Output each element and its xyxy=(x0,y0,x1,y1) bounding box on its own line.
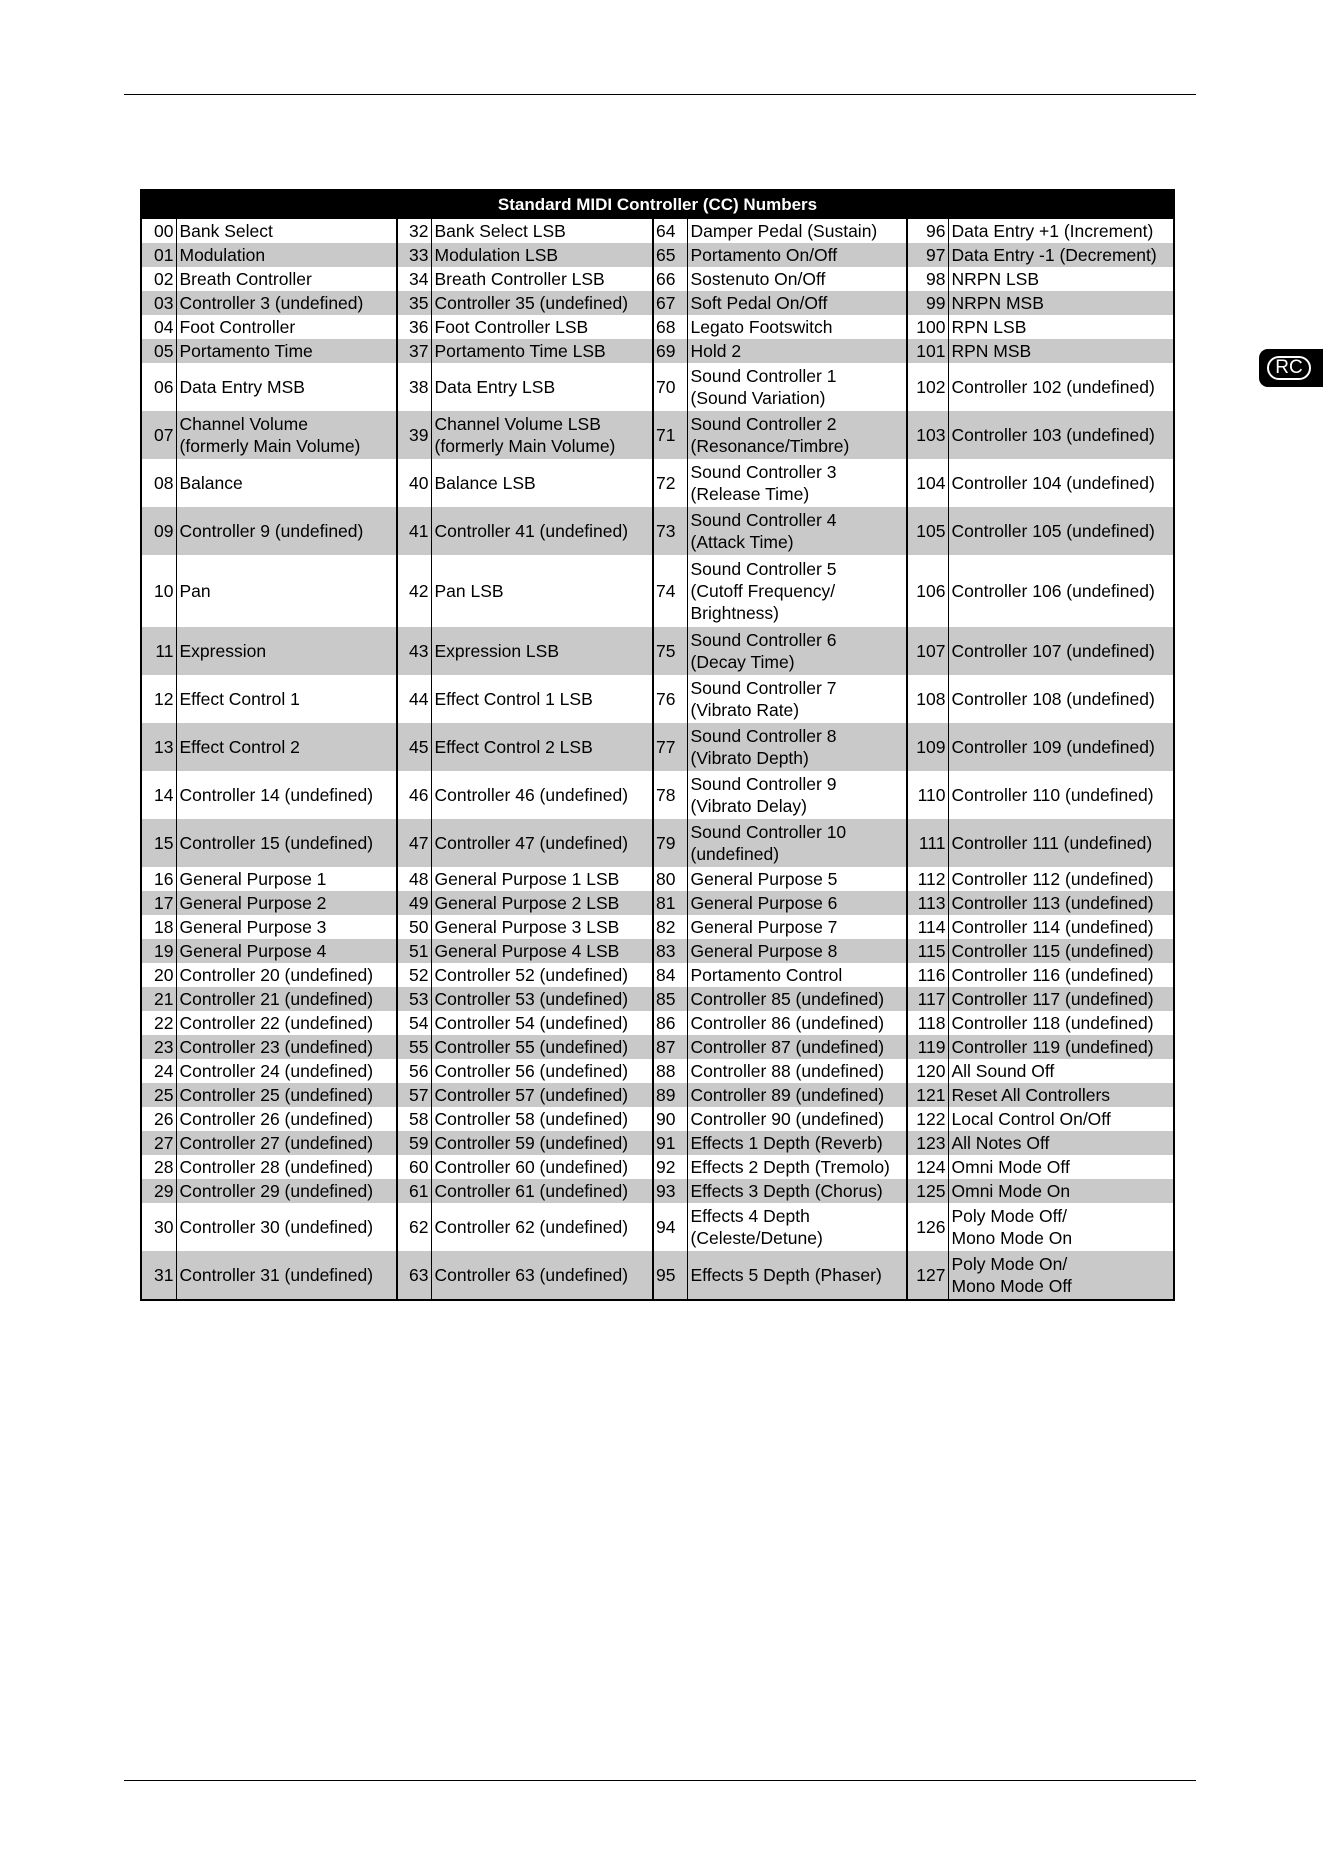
cc-number: 31 xyxy=(141,1251,176,1300)
cc-number: 97 xyxy=(907,243,948,267)
cc-number: 95 xyxy=(653,1251,687,1300)
cc-number: 69 xyxy=(653,339,687,363)
cc-number: 24 xyxy=(154,1061,174,1081)
cc-number: 98 xyxy=(907,267,948,291)
cc-number: 00 xyxy=(154,221,174,241)
cc-number: 108 xyxy=(907,675,948,723)
cc-name: Omni Mode Off xyxy=(948,1155,1174,1179)
cc-number: 93 xyxy=(653,1179,687,1203)
cc-number: 73 xyxy=(653,507,687,555)
cc-number: 103 xyxy=(907,411,948,459)
cc-name: Controller 30 (undefined) xyxy=(176,1203,397,1251)
cc-number: 04 xyxy=(154,317,174,337)
cc-number: 68 xyxy=(653,315,687,339)
cc-number: 23 xyxy=(141,1035,176,1059)
cc-name: Data Entry -1 (Decrement) xyxy=(948,243,1174,267)
cc-number: 55 xyxy=(397,1035,431,1059)
table-row xyxy=(141,363,1174,411)
cc-name: Data Entry LSB xyxy=(431,363,653,411)
cc-number: 126 xyxy=(907,1203,948,1251)
cc-name: Controller 107 (undefined) xyxy=(948,627,1174,675)
cc-name: Controller 89 (undefined) xyxy=(687,1083,907,1107)
cc-number: 42 xyxy=(397,555,431,627)
cc-name: Controller 28 (undefined) xyxy=(176,1155,397,1179)
cc-name: Controller 22 (undefined) xyxy=(176,1011,397,1035)
cc-name: Channel Volume (formerly Main Volume) xyxy=(176,411,397,459)
cc-number: 124 xyxy=(907,1155,948,1179)
cc-name: Controller 105 (undefined) xyxy=(948,507,1174,555)
cc-number: 28 xyxy=(154,1157,174,1177)
table-row xyxy=(141,1203,1174,1251)
cc-number: 36 xyxy=(397,315,431,339)
cc-name: General Purpose 1 LSB xyxy=(431,867,653,891)
cc-name: Foot Controller LSB xyxy=(431,315,653,339)
cc-name: Bank Select LSB xyxy=(431,219,653,243)
cc-number: 29 xyxy=(141,1179,176,1203)
cc-number: 65 xyxy=(653,243,687,267)
cc-name: Portamento Control xyxy=(687,963,907,987)
cc-name: Controller 109 (undefined) xyxy=(948,723,1174,771)
cc-name: Legato Footswitch xyxy=(687,315,907,339)
cc-number: 25 xyxy=(141,1083,176,1107)
cc-number: 45 xyxy=(397,723,431,771)
cc-number: 18 xyxy=(154,917,174,937)
cc-name: Foot Controller xyxy=(176,315,397,339)
cc-number: 33 xyxy=(397,243,431,267)
cc-name: Controller 113 (undefined) xyxy=(948,891,1174,915)
cc-number: 118 xyxy=(907,1011,948,1035)
cc-number: 120 xyxy=(907,1059,948,1083)
cc-name: General Purpose 3 LSB xyxy=(431,915,653,939)
cc-name: Controller 46 (undefined) xyxy=(431,771,653,819)
table-row xyxy=(141,627,1174,675)
table-row xyxy=(141,1011,1174,1035)
cc-number: 37 xyxy=(397,339,431,363)
cc-name: Expression xyxy=(176,627,397,675)
cc-name: General Purpose 5 xyxy=(687,867,907,891)
section-tab-label: RC xyxy=(1267,356,1311,380)
cc-number: 90 xyxy=(653,1107,687,1131)
cc-name: Controller 90 (undefined) xyxy=(687,1107,907,1131)
cc-name: Controller 3 (undefined) xyxy=(176,291,397,315)
cc-name: Portamento Time xyxy=(176,339,397,363)
cc-number: 21 xyxy=(141,987,176,1011)
cc-number: 123 xyxy=(907,1131,948,1155)
cc-number: 17 xyxy=(141,891,176,915)
cc-name: Controller 112 (undefined) xyxy=(948,867,1174,891)
cc-name: Controller 114 (undefined) xyxy=(948,915,1174,939)
cc-name: General Purpose 2 xyxy=(176,891,397,915)
cc-number: 70 xyxy=(653,363,687,411)
cc-number: 34 xyxy=(397,267,431,291)
cc-name: Data Entry MSB xyxy=(176,363,397,411)
cc-number: 58 xyxy=(397,1107,431,1131)
cc-number: 16 xyxy=(154,869,174,889)
cc-name: Effect Control 1 xyxy=(176,675,397,723)
cc-name: Modulation LSB xyxy=(431,243,653,267)
table-row xyxy=(141,1107,1174,1131)
cc-number: 82 xyxy=(653,915,687,939)
cc-name: Controller 59 (undefined) xyxy=(431,1131,653,1155)
cc-number: 62 xyxy=(397,1203,431,1251)
cc-number: 08 xyxy=(154,473,174,493)
cc-name: RPN LSB xyxy=(948,315,1174,339)
cc-number: 78 xyxy=(653,771,687,819)
table-row xyxy=(141,1179,1174,1203)
cc-number: 59 xyxy=(397,1131,431,1155)
cc-number: 19 xyxy=(141,939,176,963)
cc-number: 39 xyxy=(397,411,431,459)
cc-name: Pan LSB xyxy=(431,555,653,627)
cc-name: Controller 86 (undefined) xyxy=(687,1011,907,1035)
table-row xyxy=(141,219,1174,243)
table-row xyxy=(141,963,1174,987)
cc-name: Controller 116 (undefined) xyxy=(948,963,1174,987)
cc-name: Controller 55 (undefined) xyxy=(431,1035,653,1059)
cc-number: 06 xyxy=(154,377,174,397)
cc-number: 09 xyxy=(141,507,176,555)
cc-number: 05 xyxy=(141,339,176,363)
table-row xyxy=(141,339,1174,363)
cc-number: 104 xyxy=(907,459,948,507)
cc-name: Controller 85 (undefined) xyxy=(687,987,907,1011)
cc-name: General Purpose 4 LSB xyxy=(431,939,653,963)
table-row xyxy=(141,675,1174,723)
cc-name: Controller 23 (undefined) xyxy=(176,1035,397,1059)
cc-name: Reset All Controllers xyxy=(948,1083,1174,1107)
table-row xyxy=(141,507,1174,555)
cc-name: Controller 110 (undefined) xyxy=(948,771,1174,819)
cc-number: 22 xyxy=(154,1013,174,1033)
cc-name: Sound Controller 8 (Vibrato Depth) xyxy=(687,723,907,771)
cc-name: General Purpose 4 xyxy=(176,939,397,963)
table-row xyxy=(141,771,1174,819)
cc-number: 75 xyxy=(653,627,687,675)
cc-number: 47 xyxy=(397,819,431,867)
cc-number: 74 xyxy=(653,555,687,627)
table-row xyxy=(141,315,1174,339)
cc-name: Controller 63 (undefined) xyxy=(431,1251,653,1300)
cc-number: 41 xyxy=(397,507,431,555)
cc-name: Controller 108 (undefined) xyxy=(948,675,1174,723)
cc-name: Controller 61 (undefined) xyxy=(431,1179,653,1203)
cc-name: Controller 60 (undefined) xyxy=(431,1155,653,1179)
cc-name: Effects 4 Depth (Celeste/Detune) xyxy=(687,1203,907,1251)
cc-number: 79 xyxy=(653,819,687,867)
cc-name: Controller 9 (undefined) xyxy=(176,507,397,555)
cc-name: NRPN MSB xyxy=(948,291,1174,315)
table-row xyxy=(141,939,1174,963)
cc-number: 71 xyxy=(653,411,687,459)
cc-name: Portamento On/Off xyxy=(687,243,907,267)
cc-number: 106 xyxy=(907,555,948,627)
cc-name: Controller 62 (undefined) xyxy=(431,1203,653,1251)
cc-name: Sound Controller 6 (Decay Time) xyxy=(687,627,907,675)
cc-number: 67 xyxy=(653,291,687,315)
cc-name: Breath Controller LSB xyxy=(431,267,653,291)
cc-number: 111 xyxy=(907,819,948,867)
cc-name: Controller 102 (undefined) xyxy=(948,363,1174,411)
cc-number: 113 xyxy=(907,891,948,915)
cc-number: 20 xyxy=(154,965,174,985)
midi-cc-table xyxy=(140,189,1175,1301)
cc-number: 99 xyxy=(907,291,948,315)
cc-number: 57 xyxy=(397,1083,431,1107)
table-row xyxy=(141,291,1174,315)
cc-name: Poly Mode Off/ Mono Mode On xyxy=(948,1203,1174,1251)
table-row xyxy=(141,987,1174,1011)
cc-number: 88 xyxy=(653,1059,687,1083)
cc-name: NRPN LSB xyxy=(948,267,1174,291)
table-row xyxy=(141,867,1174,891)
cc-number: 50 xyxy=(397,915,431,939)
cc-name: Sound Controller 10 (undefined) xyxy=(687,819,907,867)
cc-name: Expression LSB xyxy=(431,627,653,675)
cc-name: Sostenuto On/Off xyxy=(687,267,907,291)
cc-number: 26 xyxy=(154,1109,174,1129)
cc-name: Controller 47 (undefined) xyxy=(431,819,653,867)
table-row xyxy=(141,1251,1174,1300)
cc-number: 102 xyxy=(907,363,948,411)
cc-name: Controller 29 (undefined) xyxy=(176,1179,397,1203)
cc-name: Controller 57 (undefined) xyxy=(431,1083,653,1107)
cc-number: 56 xyxy=(397,1059,431,1083)
cc-name: Modulation xyxy=(176,243,397,267)
cc-name: Controller 53 (undefined) xyxy=(431,987,653,1011)
cc-number: 115 xyxy=(907,939,948,963)
table-row xyxy=(141,1155,1174,1179)
cc-number: 14 xyxy=(154,785,174,805)
cc-number: 07 xyxy=(141,411,176,459)
cc-number: 53 xyxy=(397,987,431,1011)
cc-name: Soft Pedal On/Off xyxy=(687,291,907,315)
cc-name: Controller 25 (undefined) xyxy=(176,1083,397,1107)
cc-name: Balance LSB xyxy=(431,459,653,507)
cc-name: Poly Mode On/ Mono Mode Off xyxy=(948,1251,1174,1300)
cc-number: 44 xyxy=(397,675,431,723)
cc-name: Effects 2 Depth (Tremolo) xyxy=(687,1155,907,1179)
cc-name: Controller 88 (undefined) xyxy=(687,1059,907,1083)
cc-number: 85 xyxy=(653,987,687,1011)
cc-name: Controller 20 (undefined) xyxy=(176,963,397,987)
cc-name: Effects 1 Depth (Reverb) xyxy=(687,1131,907,1155)
table-row xyxy=(141,1035,1174,1059)
table-row xyxy=(141,1131,1174,1155)
cc-name: Channel Volume LSB (formerly Main Volume) xyxy=(431,411,653,459)
cc-number: 127 xyxy=(907,1251,948,1300)
cc-number: 63 xyxy=(397,1251,431,1300)
cc-name: Controller 41 (undefined) xyxy=(431,507,653,555)
cc-name: Controller 26 (undefined) xyxy=(176,1107,397,1131)
cc-number: 48 xyxy=(397,867,431,891)
cc-number: 112 xyxy=(907,867,948,891)
cc-number: 84 xyxy=(653,963,687,987)
cc-number: 11 xyxy=(141,627,176,675)
table-body xyxy=(141,219,1174,1300)
cc-number: 01 xyxy=(141,243,176,267)
cc-name: Pan xyxy=(176,555,397,627)
cc-name: Controller 21 (undefined) xyxy=(176,987,397,1011)
cc-name: Portamento Time LSB xyxy=(431,339,653,363)
cc-name: All Notes Off xyxy=(948,1131,1174,1155)
table-row xyxy=(141,411,1174,459)
cc-number: 13 xyxy=(141,723,176,771)
cc-name: Controller 106 (undefined) xyxy=(948,555,1174,627)
cc-number: 89 xyxy=(653,1083,687,1107)
cc-number: 80 xyxy=(653,867,687,891)
cc-name: General Purpose 3 xyxy=(176,915,397,939)
cc-number: 114 xyxy=(907,915,948,939)
cc-name: Controller 87 (undefined) xyxy=(687,1035,907,1059)
cc-number: 94 xyxy=(653,1203,687,1251)
cc-number: 51 xyxy=(397,939,431,963)
cc-name: Damper Pedal (Sustain) xyxy=(687,219,907,243)
footer-rule xyxy=(124,1780,1196,1781)
cc-name: Controller 56 (undefined) xyxy=(431,1059,653,1083)
cc-number: 77 xyxy=(653,723,687,771)
cc-name: Effect Control 2 xyxy=(176,723,397,771)
cc-name: Controller 104 (undefined) xyxy=(948,459,1174,507)
cc-number: 105 xyxy=(907,507,948,555)
cc-name: Controller 115 (undefined) xyxy=(948,939,1174,963)
cc-number: 38 xyxy=(397,363,431,411)
cc-number: 15 xyxy=(141,819,176,867)
cc-name: Omni Mode On xyxy=(948,1179,1174,1203)
cc-number: 10 xyxy=(154,581,174,601)
cc-number: 02 xyxy=(154,269,174,289)
cc-name: Controller 27 (undefined) xyxy=(176,1131,397,1155)
header-rule xyxy=(124,94,1196,95)
cc-number: 91 xyxy=(653,1131,687,1155)
cc-number: 101 xyxy=(907,339,948,363)
cc-number: 46 xyxy=(397,771,431,819)
cc-name: Controller 15 (undefined) xyxy=(176,819,397,867)
cc-number: 35 xyxy=(397,291,431,315)
cc-number: 60 xyxy=(397,1155,431,1179)
cc-name: General Purpose 2 LSB xyxy=(431,891,653,915)
table-row xyxy=(141,723,1174,771)
cc-name: Effects 5 Depth (Phaser) xyxy=(687,1251,907,1300)
cc-name: Breath Controller xyxy=(176,267,397,291)
cc-name: Hold 2 xyxy=(687,339,907,363)
cc-name: Sound Controller 4 (Attack Time) xyxy=(687,507,907,555)
cc-number: 125 xyxy=(907,1179,948,1203)
cc-name: Effect Control 1 LSB xyxy=(431,675,653,723)
cc-name: Controller 58 (undefined) xyxy=(431,1107,653,1131)
cc-number: 81 xyxy=(653,891,687,915)
cc-name: Sound Controller 3 (Release Time) xyxy=(687,459,907,507)
cc-number: 72 xyxy=(653,459,687,507)
cc-number: 117 xyxy=(907,987,948,1011)
cc-name: Bank Select xyxy=(176,219,397,243)
cc-name: Sound Controller 1 (Sound Variation) xyxy=(687,363,907,411)
cc-name: Local Control On/Off xyxy=(948,1107,1174,1131)
table-row xyxy=(141,267,1174,291)
cc-number: 40 xyxy=(397,459,431,507)
cc-name: Controller 31 (undefined) xyxy=(176,1251,397,1300)
cc-name: Sound Controller 5 (Cutoff Frequency/ Brightness) xyxy=(687,555,907,627)
cc-number: 119 xyxy=(907,1035,948,1059)
cc-name: General Purpose 7 xyxy=(687,915,907,939)
table-row xyxy=(141,819,1174,867)
cc-number: 122 xyxy=(907,1107,948,1131)
cc-number: 27 xyxy=(141,1131,176,1155)
table-row xyxy=(141,555,1174,627)
cc-number: 76 xyxy=(653,675,687,723)
cc-name: Controller 103 (undefined) xyxy=(948,411,1174,459)
cc-name: All Sound Off xyxy=(948,1059,1174,1083)
cc-name: Effects 3 Depth (Chorus) xyxy=(687,1179,907,1203)
cc-number: 87 xyxy=(653,1035,687,1059)
table-row xyxy=(141,1083,1174,1107)
cc-name: Controller 35 (undefined) xyxy=(431,291,653,315)
cc-name: Data Entry +1 (Increment) xyxy=(948,219,1174,243)
cc-number: 61 xyxy=(397,1179,431,1203)
cc-name: Controller 119 (undefined) xyxy=(948,1035,1174,1059)
cc-number: 12 xyxy=(154,689,174,709)
cc-name: Controller 14 (undefined) xyxy=(176,771,397,819)
cc-name: Controller 118 (undefined) xyxy=(948,1011,1174,1035)
cc-name: Controller 54 (undefined) xyxy=(431,1011,653,1035)
cc-number: 30 xyxy=(154,1217,174,1237)
cc-number: 109 xyxy=(907,723,948,771)
table-row xyxy=(141,1059,1174,1083)
table-row xyxy=(141,243,1174,267)
cc-number: 66 xyxy=(653,267,687,291)
table-row xyxy=(141,459,1174,507)
cc-number: 54 xyxy=(397,1011,431,1035)
cc-name: Sound Controller 7 (Vibrato Rate) xyxy=(687,675,907,723)
cc-number: 03 xyxy=(141,291,176,315)
cc-number: 110 xyxy=(907,771,948,819)
cc-name: General Purpose 6 xyxy=(687,891,907,915)
cc-number: 43 xyxy=(397,627,431,675)
cc-number: 64 xyxy=(653,219,687,243)
cc-number: 96 xyxy=(907,219,948,243)
section-tab-marker xyxy=(1259,349,1323,387)
cc-number: 52 xyxy=(397,963,431,987)
cc-number: 32 xyxy=(397,219,431,243)
table-title: Standard MIDI Controller (CC) Numbers xyxy=(141,190,1174,219)
cc-name: General Purpose 8 xyxy=(687,939,907,963)
cc-name: RPN MSB xyxy=(948,339,1174,363)
cc-number: 86 xyxy=(653,1011,687,1035)
cc-name: Controller 111 (undefined) xyxy=(948,819,1174,867)
cc-name: Balance xyxy=(176,459,397,507)
table-row xyxy=(141,891,1174,915)
cc-name: Controller 117 (undefined) xyxy=(948,987,1174,1011)
cc-number: 49 xyxy=(397,891,431,915)
cc-name: Sound Controller 2 (Resonance/Timbre) xyxy=(687,411,907,459)
cc-name: General Purpose 1 xyxy=(176,867,397,891)
cc-name: Sound Controller 9 (Vibrato Delay) xyxy=(687,771,907,819)
cc-number: 92 xyxy=(653,1155,687,1179)
cc-number: 83 xyxy=(653,939,687,963)
cc-number: 116 xyxy=(907,963,948,987)
cc-name: Controller 24 (undefined) xyxy=(176,1059,397,1083)
cc-number: 107 xyxy=(907,627,948,675)
table-row xyxy=(141,915,1174,939)
cc-number: 100 xyxy=(907,315,948,339)
cc-number: 121 xyxy=(907,1083,948,1107)
cc-name: Controller 52 (undefined) xyxy=(431,963,653,987)
cc-name: Effect Control 2 LSB xyxy=(431,723,653,771)
